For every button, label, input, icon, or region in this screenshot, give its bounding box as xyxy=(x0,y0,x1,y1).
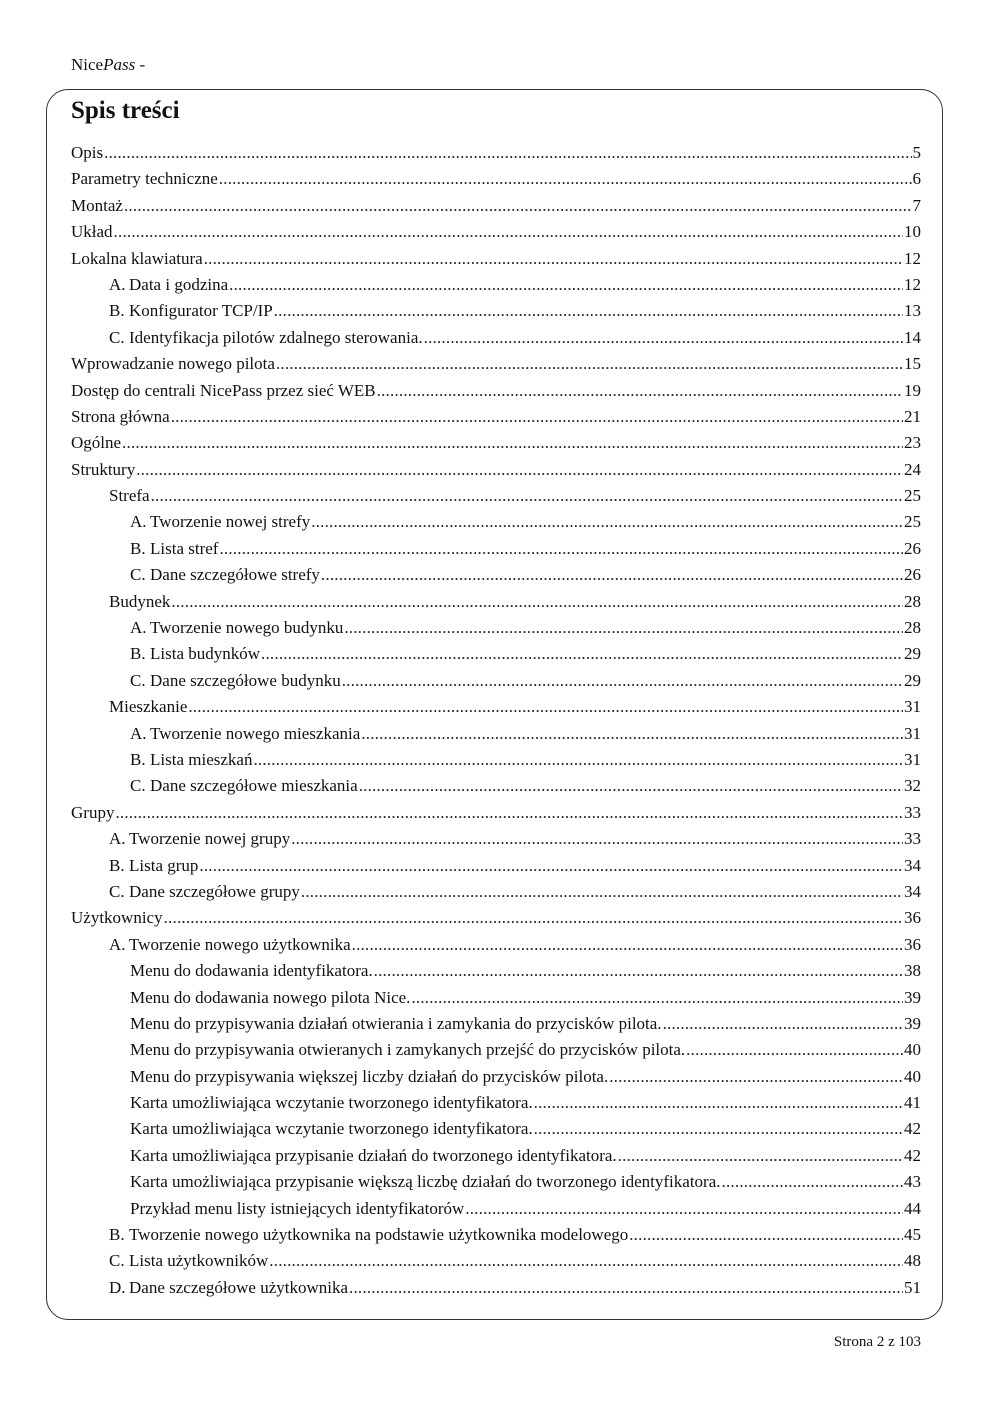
toc-entry-marker: B. xyxy=(130,644,146,664)
toc-entry-page-number: 23 xyxy=(904,433,921,453)
toc-dot-leader xyxy=(301,879,903,905)
toc-entry-label: Identyfikacja pilotów zdalnego sterowania. xyxy=(129,327,423,347)
toc-entry-marker: A. xyxy=(130,723,147,743)
toc-dot-leader xyxy=(276,351,903,377)
toc-dot-leader xyxy=(424,325,903,351)
header-brand-italic: Pass xyxy=(103,55,136,74)
toc-entry-label: Karta umożliwiająca wczytanie tworzonego identyfikatora. xyxy=(130,1119,533,1139)
toc-entry-page-number: 19 xyxy=(904,380,921,400)
toc-entry-page-number: 21 xyxy=(904,406,921,426)
toc-entry-page-number: 31 xyxy=(904,749,921,769)
running-header xyxy=(71,55,145,75)
toc-entry-label: Grupy xyxy=(71,802,115,822)
toc-dot-leader xyxy=(171,589,903,615)
toc-dot-leader xyxy=(115,800,903,826)
toc-dot-leader xyxy=(124,193,912,219)
toc-entry-label: Opis xyxy=(71,143,104,162)
toc-entry-page-number: 34 xyxy=(904,855,921,875)
toc-entry[interactable] xyxy=(71,193,921,219)
toc-dot-leader xyxy=(219,166,912,192)
toc-entry-label: Przykład menu listy istniejących identyfikatorów xyxy=(130,1198,465,1218)
toc-dot-leader xyxy=(374,958,903,984)
page-number: Strona 2 z 103 xyxy=(833,1334,921,1350)
toc-dot-leader xyxy=(253,747,903,773)
toc-entry[interactable] xyxy=(71,905,921,931)
toc-entry[interactable] xyxy=(71,246,921,272)
toc-entry-label: Lista budynków xyxy=(150,644,261,664)
toc-entry-page-number: 15 xyxy=(904,354,921,374)
toc-entry-label: Struktury xyxy=(71,459,136,479)
toc-entry-label: Mieszkanie xyxy=(109,697,188,717)
toc-dot-leader xyxy=(352,932,903,958)
toc-entry[interactable] xyxy=(71,773,921,799)
toc-entry-label: Menu do przypisywania otwieranych i zamykanych przejść do przycisków pilota. xyxy=(130,1040,686,1060)
toc-entry-label: Budynek xyxy=(109,591,171,611)
toc-dot-leader xyxy=(344,615,903,641)
toc-entry-label: Dane szczegółowe użytkownika xyxy=(129,1277,349,1297)
toc-dot-leader xyxy=(377,378,903,404)
toc-entry-label: Strona główna xyxy=(71,406,170,426)
toc-title: Spis treści xyxy=(71,97,180,124)
toc-entry-marker: B. xyxy=(109,1225,125,1245)
toc-entry[interactable] xyxy=(71,721,921,747)
toc-entry-page-number: 40 xyxy=(904,1040,921,1060)
header-brand-plain: Nice xyxy=(71,55,104,74)
toc-entry-label: Montaż xyxy=(71,195,123,215)
toc-entry[interactable] xyxy=(71,378,921,404)
toc-dot-leader xyxy=(722,1169,903,1195)
toc-entry-page-number: 33 xyxy=(904,829,921,849)
toc-entry[interactable] xyxy=(71,1196,921,1222)
toc-entry-page-number: 25 xyxy=(904,512,921,532)
toc-entry-marker: C. xyxy=(109,1251,125,1271)
toc-entry-page-number: 28 xyxy=(904,591,921,611)
toc-entry[interactable] xyxy=(71,483,921,509)
toc-entry-marker: B. xyxy=(130,538,146,558)
toc-dot-leader xyxy=(104,140,911,166)
toc-entry[interactable] xyxy=(71,1275,921,1301)
toc-entry-page-number: 31 xyxy=(904,723,921,743)
toc-entry-page-number: 6 xyxy=(912,169,921,189)
toc-entry[interactable] xyxy=(71,509,921,535)
toc-entry-page-number: 25 xyxy=(904,486,921,506)
toc-entry-page-number: 36 xyxy=(904,908,921,928)
toc-entry-marker: C. xyxy=(109,327,125,347)
header-suffix: - xyxy=(135,55,146,74)
toc-entry-label: Karta umożliwiająca przypisanie większą liczbę działań do tworzonego identyfikatora. xyxy=(130,1172,721,1192)
toc-entry-label: Wprowadzanie nowego pilota xyxy=(71,354,275,374)
toc-entry[interactable] xyxy=(71,430,921,456)
toc-entry-page-number: 14 xyxy=(904,327,921,347)
toc-dot-leader xyxy=(151,483,903,509)
toc-entry-page-number: 29 xyxy=(904,644,921,664)
toc-entry[interactable] xyxy=(71,747,921,773)
toc-dot-leader xyxy=(136,457,903,483)
toc-dot-leader xyxy=(229,272,903,298)
toc-entry-page-number: 44 xyxy=(904,1198,921,1218)
toc-entry[interactable] xyxy=(71,800,921,826)
toc-entry[interactable] xyxy=(71,1143,921,1169)
toc-entry[interactable] xyxy=(71,562,921,588)
toc-entry[interactable] xyxy=(71,1222,921,1248)
toc-entry-label: Układ xyxy=(71,222,113,242)
toc-entry-page-number: 45 xyxy=(904,1225,921,1245)
toc-dot-leader xyxy=(629,1222,903,1248)
toc-entry-label: Tworzenie nowego użytkownika xyxy=(129,934,351,954)
toc-dot-leader xyxy=(219,536,903,562)
toc-entry-page-number: 13 xyxy=(904,301,921,321)
toc-entry-page-number: 26 xyxy=(904,565,921,585)
toc-entry[interactable] xyxy=(71,641,921,667)
toc-entry[interactable] xyxy=(71,826,921,852)
toc-entry-label: Menu do przypisywania działań otwierania i zamykania do przycisków pilota. xyxy=(130,1013,662,1033)
toc-entry-label: Data i godzina xyxy=(129,274,229,294)
toc-entry-page-number: 34 xyxy=(904,881,921,901)
toc-dot-leader xyxy=(534,1090,903,1116)
toc-entry-label: Użytkownicy xyxy=(71,908,163,928)
toc-entry-marker: C. xyxy=(130,565,146,585)
toc-entry-label: Lista mieszkań xyxy=(150,749,253,769)
toc-entry-label: Lokalna klawiatura xyxy=(71,248,203,268)
toc-entry-label: Strefa xyxy=(109,486,150,506)
toc-entry[interactable] xyxy=(71,1116,921,1142)
toc-dot-leader xyxy=(411,985,903,1011)
toc-entry-page-number: 26 xyxy=(904,538,921,558)
toc-entry-page-number: 40 xyxy=(904,1066,921,1086)
toc-entry-page-number: 39 xyxy=(904,1013,921,1033)
toc-entry-page-number: 10 xyxy=(904,222,921,242)
toc-entry-page-number: 28 xyxy=(904,618,921,638)
toc-dot-leader xyxy=(188,694,903,720)
toc-dot-leader xyxy=(342,668,903,694)
toc-dot-leader xyxy=(204,246,903,272)
toc-entry[interactable] xyxy=(71,351,921,377)
toc-entry[interactable] xyxy=(71,615,921,641)
toc-entry[interactable] xyxy=(71,298,921,324)
toc-entry-label: Menu do dodawania identyfikatora. xyxy=(130,961,373,981)
toc-entry-label: Dane szczegółowe grupy xyxy=(129,881,300,901)
toc-entry-page-number: 33 xyxy=(904,802,921,822)
toc-dot-leader xyxy=(686,1037,903,1063)
toc-entry-page-number: 7 xyxy=(912,195,921,215)
toc-entry[interactable] xyxy=(71,272,921,298)
toc-entry-label: Dostęp do centrali NicePass przez sieć WEB xyxy=(71,380,376,400)
toc-entry-page-number: 12 xyxy=(904,274,921,294)
toc-entry-marker: A. xyxy=(109,829,126,849)
toc-entry[interactable] xyxy=(71,985,921,1011)
toc-entry-label: Tworzenie nowego mieszkania xyxy=(150,723,361,743)
toc-entry-page-number: 48 xyxy=(904,1251,921,1271)
toc-dot-leader xyxy=(122,430,903,456)
toc-entry[interactable] xyxy=(71,879,921,905)
toc-entry-marker: D. xyxy=(109,1277,126,1297)
toc-dot-leader xyxy=(321,562,903,588)
toc-entry-label: Lista użytkowników xyxy=(129,1251,269,1271)
toc-entry[interactable] xyxy=(71,589,921,615)
toc-dot-leader xyxy=(663,1011,903,1037)
toc-entry-page-number: 32 xyxy=(904,776,921,796)
toc-dot-leader xyxy=(361,721,903,747)
toc-entry-page-number: 41 xyxy=(904,1093,921,1113)
toc-entry[interactable] xyxy=(71,404,921,430)
toc-entry-label: Parametry techniczne xyxy=(71,169,218,189)
toc-entry-label: Tworzenie nowej grupy xyxy=(129,829,291,849)
toc-entry-label: Dane szczegółowe budynku xyxy=(150,670,341,690)
toc-dot-leader xyxy=(465,1196,903,1222)
toc-dot-leader xyxy=(618,1143,903,1169)
toc-entry[interactable] xyxy=(71,958,921,984)
toc-entry-marker: B. xyxy=(130,749,146,769)
toc-entry-label: Menu do dodawania nowego pilota Nice. xyxy=(130,987,411,1007)
toc-entry-label: Lista grup xyxy=(129,855,199,875)
toc-entry-page-number: 43 xyxy=(904,1172,921,1192)
toc-dot-leader xyxy=(311,509,903,535)
toc-dot-leader xyxy=(114,219,903,245)
toc-entry-label: Konfigurator TCP/IP xyxy=(129,301,273,321)
toc-dot-leader xyxy=(359,773,903,799)
toc-entry[interactable] xyxy=(71,536,921,562)
toc-entry-page-number: 42 xyxy=(904,1119,921,1139)
toc-list xyxy=(71,140,921,1301)
toc-entry-marker: B. xyxy=(109,301,125,321)
toc-entry-label: Karta umożliwiająca przypisanie działań do tworzonego identyfikatora. xyxy=(130,1145,617,1165)
toc-entry[interactable] xyxy=(71,1011,921,1037)
toc-entry-page-number: 42 xyxy=(904,1145,921,1165)
toc-entry-label: Karta umożliwiająca wczytanie tworzonego identyfikatora. xyxy=(130,1093,533,1113)
toc-dot-leader xyxy=(199,853,903,879)
toc-entry[interactable] xyxy=(71,1169,921,1195)
toc-entry-page-number: 29 xyxy=(904,670,921,690)
toc-entry[interactable] xyxy=(71,932,921,958)
toc-entry[interactable] xyxy=(71,1248,921,1274)
toc-entry[interactable] xyxy=(71,140,921,166)
toc-entry-page-number: 24 xyxy=(904,459,921,479)
toc-entry[interactable] xyxy=(71,1037,921,1063)
toc-entry[interactable] xyxy=(71,668,921,694)
toc-dot-leader xyxy=(164,905,903,931)
toc-dot-leader xyxy=(609,1064,903,1090)
toc-entry-marker: B. xyxy=(109,855,125,875)
toc-dot-leader xyxy=(291,826,903,852)
toc-entry-page-number: 5 xyxy=(912,143,921,162)
toc-dot-leader xyxy=(261,641,903,667)
toc-entry-page-number: 36 xyxy=(904,934,921,954)
toc-entry[interactable] xyxy=(71,1090,921,1116)
toc-entry[interactable] xyxy=(71,325,921,351)
toc-entry-marker: A. xyxy=(109,274,126,294)
toc-entry-marker: A. xyxy=(130,512,147,532)
toc-entry-marker: C. xyxy=(130,776,146,796)
toc-entry-marker: A. xyxy=(130,618,147,638)
toc-dot-leader xyxy=(171,404,903,430)
toc-entry-page-number: 12 xyxy=(904,248,921,268)
toc-entry-marker: A. xyxy=(109,934,126,954)
toc-entry-marker: C. xyxy=(109,881,125,901)
toc-entry-page-number: 31 xyxy=(904,697,921,717)
toc-entry-label: Tworzenie nowej strefy xyxy=(150,512,311,532)
toc-entry[interactable] xyxy=(71,219,921,245)
toc-entry[interactable] xyxy=(71,853,921,879)
toc-entry-marker: C. xyxy=(130,670,146,690)
toc-entry-label: Dane szczegółowe strefy xyxy=(150,565,320,585)
toc-entry-label: Lista stref xyxy=(150,538,219,558)
toc-dot-leader xyxy=(349,1275,903,1301)
toc-entry-label: Menu do przypisywania większej liczby działań do przycisków pilota. xyxy=(130,1066,609,1086)
toc-entry-page-number: 38 xyxy=(904,961,921,981)
toc-entry-label: Ogólne xyxy=(71,433,122,453)
toc-dot-leader xyxy=(269,1248,903,1274)
toc-entry[interactable] xyxy=(71,457,921,483)
toc-entry-label: Dane szczegółowe mieszkania xyxy=(150,776,358,796)
toc-entry-page-number: 51 xyxy=(904,1277,921,1297)
toc-entry-label: Tworzenie nowego budynku xyxy=(150,618,344,638)
toc-dot-leader xyxy=(534,1116,903,1142)
toc-entry-label: Tworzenie nowego użytkownika na podstawie użytkownika modelowego xyxy=(129,1225,629,1245)
toc-entry[interactable] xyxy=(71,694,921,720)
toc-entry-page-number: 39 xyxy=(904,987,921,1007)
toc-entry[interactable] xyxy=(71,166,921,192)
toc-entry[interactable] xyxy=(71,1064,921,1090)
toc-dot-leader xyxy=(274,298,903,324)
